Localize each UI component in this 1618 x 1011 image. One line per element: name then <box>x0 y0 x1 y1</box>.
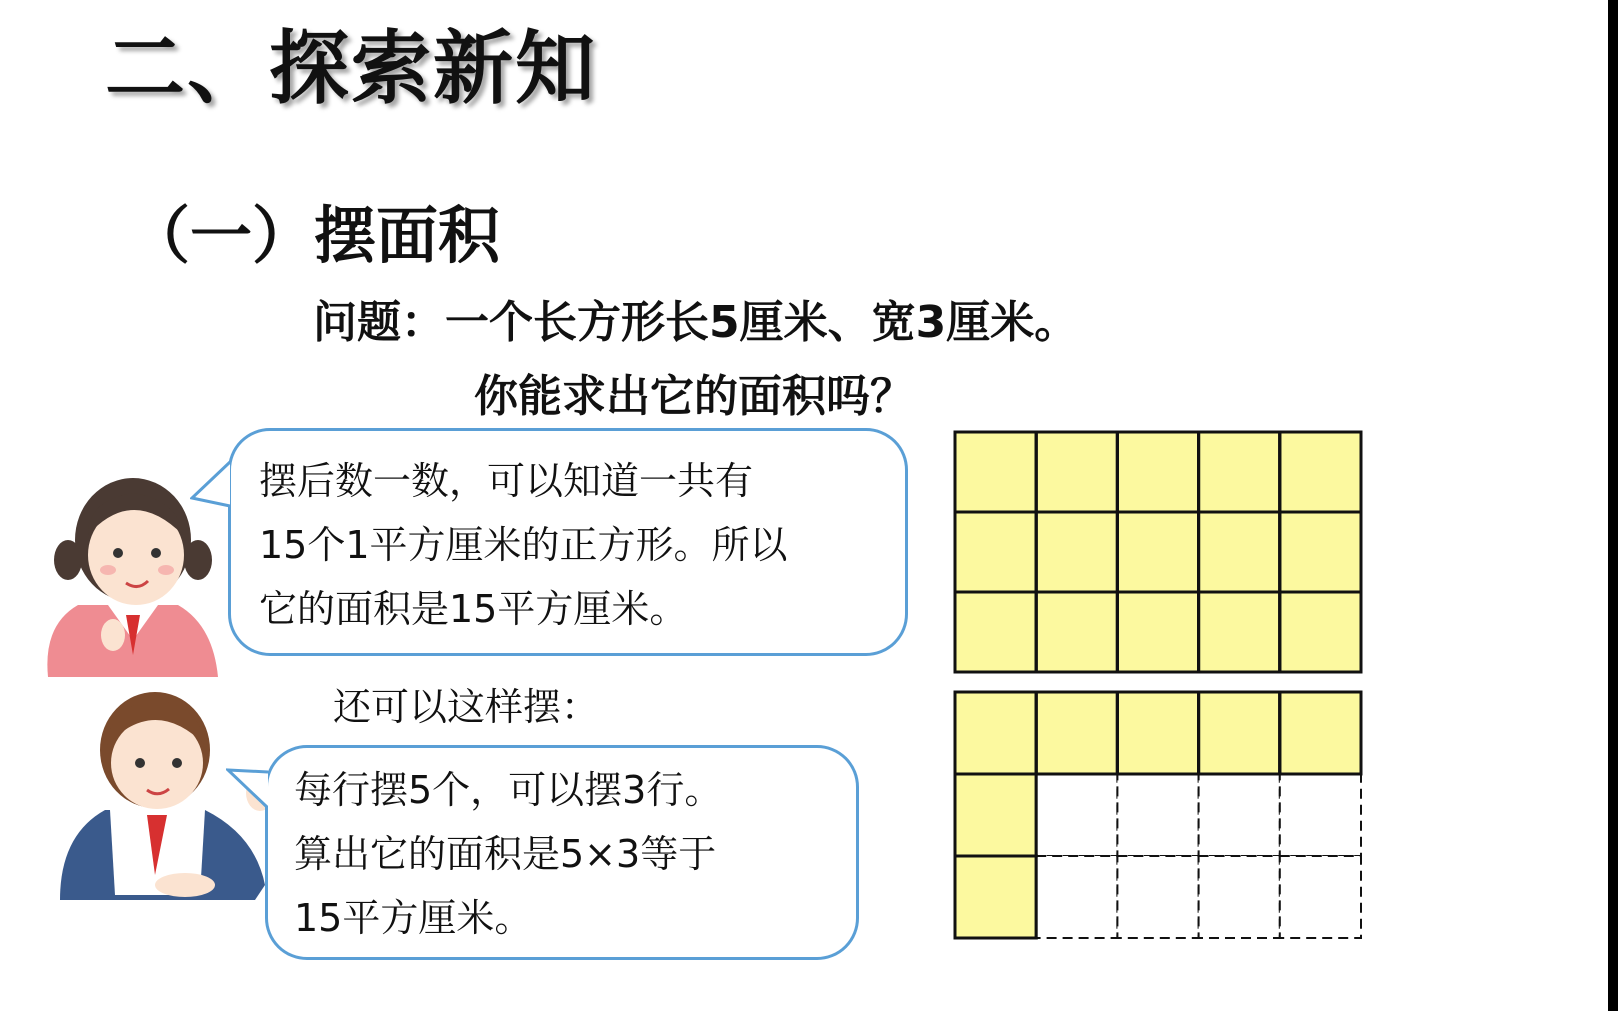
section-title: 二、探索新知 <box>105 22 597 115</box>
unit-square <box>955 432 1036 512</box>
empty-unit-square <box>1036 774 1117 856</box>
partial-tiled-grid <box>953 690 1363 940</box>
empty-unit-square <box>1117 774 1198 856</box>
unit-square <box>1117 512 1198 592</box>
unit-square <box>1117 592 1198 672</box>
unit-square <box>1199 592 1280 672</box>
girl-bubble-line-1: 摆后数一数，可以知道一共有 <box>259 459 754 503</box>
girl-bubble-line-2: 15个1平方厘米的正方形。所以 <box>259 523 788 567</box>
unit-square <box>1199 432 1280 512</box>
empty-unit-square <box>1036 856 1117 938</box>
unit-square <box>1117 692 1198 774</box>
unit-square <box>1280 692 1361 774</box>
girl-bubble-line-3: 它的面积是15平方厘米。 <box>259 587 688 631</box>
unit-square <box>1036 432 1117 512</box>
empty-unit-square <box>1280 774 1361 856</box>
unit-square <box>1199 692 1280 774</box>
boy-bubble-line-1: 每行摆5个，可以摆3行。 <box>294 768 723 812</box>
boy-bubble-tail <box>226 768 268 818</box>
unit-square <box>955 592 1036 672</box>
unit-square <box>1117 432 1198 512</box>
empty-unit-square <box>1280 856 1361 938</box>
unit-square <box>1280 432 1361 512</box>
alternative-label: 还可以这样摆： <box>333 685 600 729</box>
unit-square <box>955 774 1036 856</box>
question-line-2: 你能求出它的面积吗？ <box>474 371 914 422</box>
empty-unit-square <box>1199 856 1280 938</box>
question-line-1: 问题：一个长方形长5厘米、宽3厘米。 <box>313 297 1079 348</box>
unit-square <box>1036 592 1117 672</box>
unit-square <box>1280 512 1361 592</box>
unit-square <box>1280 592 1361 672</box>
boy-bubble-line-2: 算出它的面积是5×3等于 <box>294 832 717 876</box>
girl-bubble-tail <box>190 460 232 510</box>
right-edge-bar <box>1608 0 1618 1011</box>
unit-square <box>955 692 1036 774</box>
boy-speech-bubble <box>265 745 859 960</box>
empty-unit-square <box>1117 856 1198 938</box>
empty-unit-square <box>1199 774 1280 856</box>
unit-square <box>1036 512 1117 592</box>
unit-square <box>1199 512 1280 592</box>
subsection-title: （一）摆面积 <box>128 199 501 272</box>
full-tiled-grid <box>953 430 1363 674</box>
unit-square <box>955 856 1036 938</box>
unit-square <box>955 512 1036 592</box>
unit-square <box>1036 692 1117 774</box>
boy-bubble-line-3: 15平方厘米。 <box>294 896 533 940</box>
girl-speech-bubble <box>228 428 908 656</box>
